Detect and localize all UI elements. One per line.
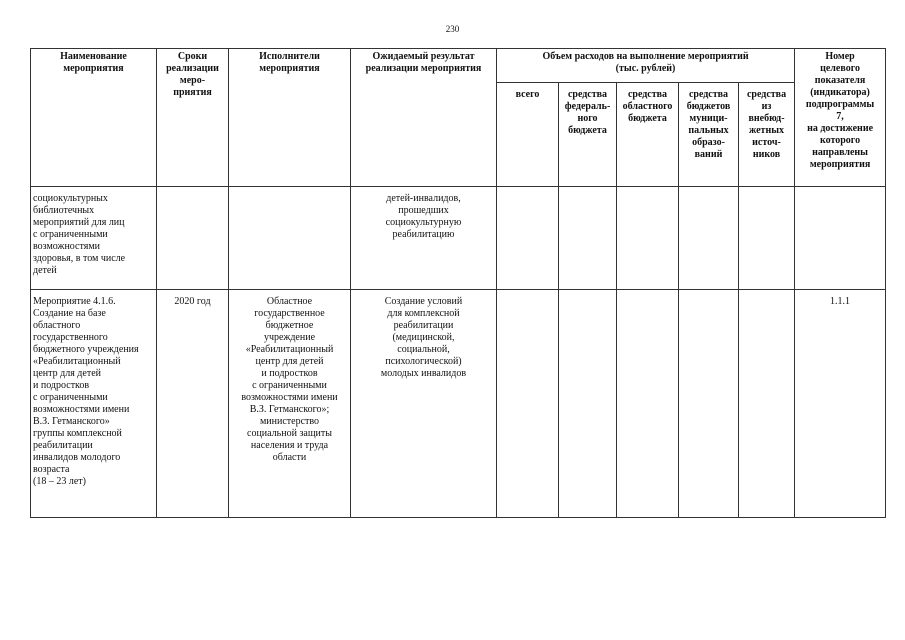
- header-expenses: Объем расходов на выполнение мероприятий (тыс. рублей): [497, 49, 795, 83]
- cell-total: [497, 290, 559, 518]
- header-term: Сроки реализации меро- приятия: [157, 49, 229, 187]
- cell-extrabudget: [739, 290, 795, 518]
- header-expenses-municipal: средства бюджетов муници- пальных образо- ваний: [679, 83, 739, 187]
- header-name: Наименование мероприятия: [31, 49, 157, 187]
- header-executors: Исполнители мероприятия: [229, 49, 351, 187]
- header-expenses-regional: средства областного бюджета: [617, 83, 679, 187]
- cell-regional: [617, 290, 679, 518]
- cell-federal: [559, 290, 617, 518]
- cell-executors: Областное государственное бюджетное учреждение «Реабилитационный центр для детей и подростков с ограниченными возможностями имени В.З. Гетманского»; министерство социальной защиты населения и труда области: [229, 290, 351, 518]
- header-expenses-extrabudget: средства из внебюд- жетных источ- ников: [739, 83, 795, 187]
- cell-result: Создание условий для комплексной реабилитации (медицинской, социальной, психологической) молодых инвалидов: [351, 290, 497, 518]
- header-expenses-total: всего: [497, 83, 559, 187]
- cell-name: Мероприятие 4.1.6. Создание на базе областного государственного бюджетного учреждения «Реабилитационный центр для детей и подростков с ограниченными возможностями имени В.З. Гетманского» группы комплексной реабилитации инвалидов молодого возраста (18 – 23 лет): [31, 290, 157, 518]
- header-result: Ожидаемый результат реализации мероприятия: [351, 49, 497, 187]
- cell-extrabudget: [739, 187, 795, 290]
- header-indicator: Номер целевого показателя (индикатора) подпрограммы 7, на достижение которого направлены мероприятия: [795, 49, 886, 187]
- cell-indicator: 1.1.1: [795, 290, 886, 518]
- header-expenses-federal: средства федераль- ного бюджета: [559, 83, 617, 187]
- activities-table: [30, 48, 886, 518]
- table-row: [31, 187, 886, 290]
- cell-result: детей-инвалидов, прошедших социокультурную реабилитацию: [351, 187, 497, 290]
- cell-indicator: [795, 187, 886, 290]
- cell-municipal: [679, 187, 739, 290]
- cell-term: [157, 187, 229, 290]
- cell-term: 2020 год: [157, 290, 229, 518]
- cell-federal: [559, 187, 617, 290]
- cell-regional: [617, 187, 679, 290]
- cell-municipal: [679, 290, 739, 518]
- cell-name: социокультурных библиотечных мероприятий для лиц с ограниченными возможностями здоровья, в том числе детей: [31, 187, 157, 290]
- cell-executors: [229, 187, 351, 290]
- table-row: [31, 290, 886, 518]
- cell-total: [497, 187, 559, 290]
- page-number: 230: [445, 24, 460, 34]
